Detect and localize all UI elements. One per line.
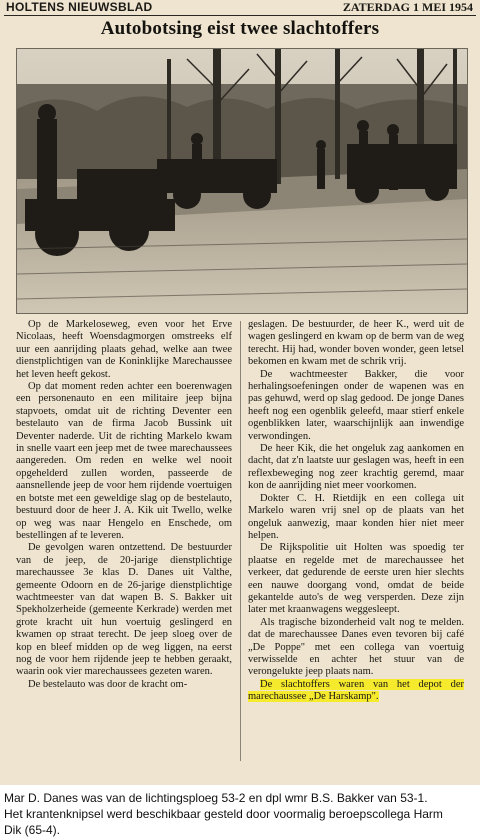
- article-paragraph: De Rijkspolitie uit Holten was spoedig ter plaatse en regelde met de marechaussee het verkeer, dat gedurende de eerste uren hier slechts een nauwe doorgang vond, omdat de beide gekantelde auto's de weg versperden. Deze zijn later met kraanwagens weggesleept.: [248, 542, 464, 616]
- masthead-rule: [4, 15, 476, 16]
- highlighted-text: De slachtoffers waren van het depot der marechaussee „De Harskamp".: [248, 678, 464, 703]
- caption-line: Dik (65-4).: [4, 823, 61, 837]
- caption-line: Mar D. Danes was van de lichtingsploeg 53-2 en dpl wmr B.S. Bakker van 53-1.: [4, 791, 428, 805]
- article-paragraph: Als tragische bizonderheid valt nog te melden. dat de marechaussee Danes even tevoren bij café „De Poppe" met een collega van voertuig verwisselde en achter het stuur van de verongelukte jeep plaats nam.: [248, 616, 464, 678]
- newspaper-name: HOLTENS NIEUWSBLAD: [6, 0, 153, 14]
- photo-caption: [4, 790, 476, 838]
- article-paragraph: De wachtmeester Bakker, die voor herhalingsoefeningen onder de wapenen was en pas gehuwd, werd op slag gedood. De jonge Danes heeft nog een ogenblik geleefd, maar stierf enkele ogenblikken later, waarschijnlijk aan inwendige verwondingen.: [248, 368, 464, 442]
- caption-line: Het krantenknipsel werd beschikbaar gesteld door voormalig beroepscollega Harm: [4, 807, 443, 821]
- article-paragraph: De heer Kik, die het ongeluk zag aankomen en dacht, dat z'n laatste uur geslagen was, heeft in een reflexbeweging nog zeer krachtig geremd, maar kon de aanrijding niet meer voorkomen.: [248, 443, 464, 492]
- article-paragraph: Op de Markeloseweg, even voor het Erve Nicolaas, heeft Woensdagmorgen omstreeks elf uur een aanrijding plaats gehad, welke aan twee dienstplichtigen van de Koninklijke Marechaussee het leven heeft gekost.: [16, 319, 232, 380]
- article-paragraph: geslagen. De bestuurder, de heer K., werd uit de wagen geslingerd en kwam op de berm van de weg terecht. Hij had, wonder boven wonder, geen letsel bekomen en kwam met de schrik vrij.: [248, 319, 464, 368]
- highlighted-paragraph: [248, 679, 464, 704]
- masthead: [0, 0, 480, 14]
- article-paragraph: De bestelauto was door de kracht om-: [28, 678, 188, 690]
- article-body: [16, 319, 466, 779]
- headline: Autobotsing eist twee slachtoffers: [100, 18, 380, 39]
- accident-photo: [16, 48, 468, 314]
- article-column-right: [248, 319, 464, 704]
- article-paragraph: De gevolgen waren ontzettend. De bestuurder van de jeep, de 20-jarige dienstplichtige marechaussee 3e klas D. Danes uit Valthe, gemeente Odoorn en de 26-jarige dienstplichtige wachtmeester van dat wapen B. S. Bakker uit Spekholzerheide (gemeente Kerkrade) werden met grote kracht uit hun voertuig geslingerd en kwamen op straat terecht. De jeep sloeg over de kop en bleef midden op de weg liggen, na eerst nog de voor hem rijdende jeep te hebben geraakt, waarin ook vier marechaussees gezeten waren.: [16, 542, 232, 678]
- article-column-left: [16, 319, 232, 691]
- article-paragraph: Op dat moment reden achter een boerenwagen een personenauto en een militaire jeep bijna stapvoets, omdat uit de richting Deventer een bestelauto van de firma Jacob Bussink uit Deventer naderde. Uit de richting Markelo kwam in snelle vaart een jeep met de twee marechaussees aangereden. Om reden en welke wel nooit opgehelderd zullen worden, passeerde de aansnellende jeep de voor hem rijdende voertuigen en botste met een geweldige slag op de bestelauto, bestuurd door de heer J. A. Kik uit Twello, welke op weg was naar Hengelo en Enschede, om bestellingen af te leveren.: [16, 381, 232, 541]
- article-paragraph: Dokter C. H. Rietdijk en een collega uit Markelo waren vrij snel op de plaats van het ongeluk aanwezig, maar konden hier niet meer helpen.: [248, 492, 464, 541]
- column-divider: [240, 321, 241, 761]
- publication-date: ZATERDAG 1 MEI 1954: [342, 0, 473, 14]
